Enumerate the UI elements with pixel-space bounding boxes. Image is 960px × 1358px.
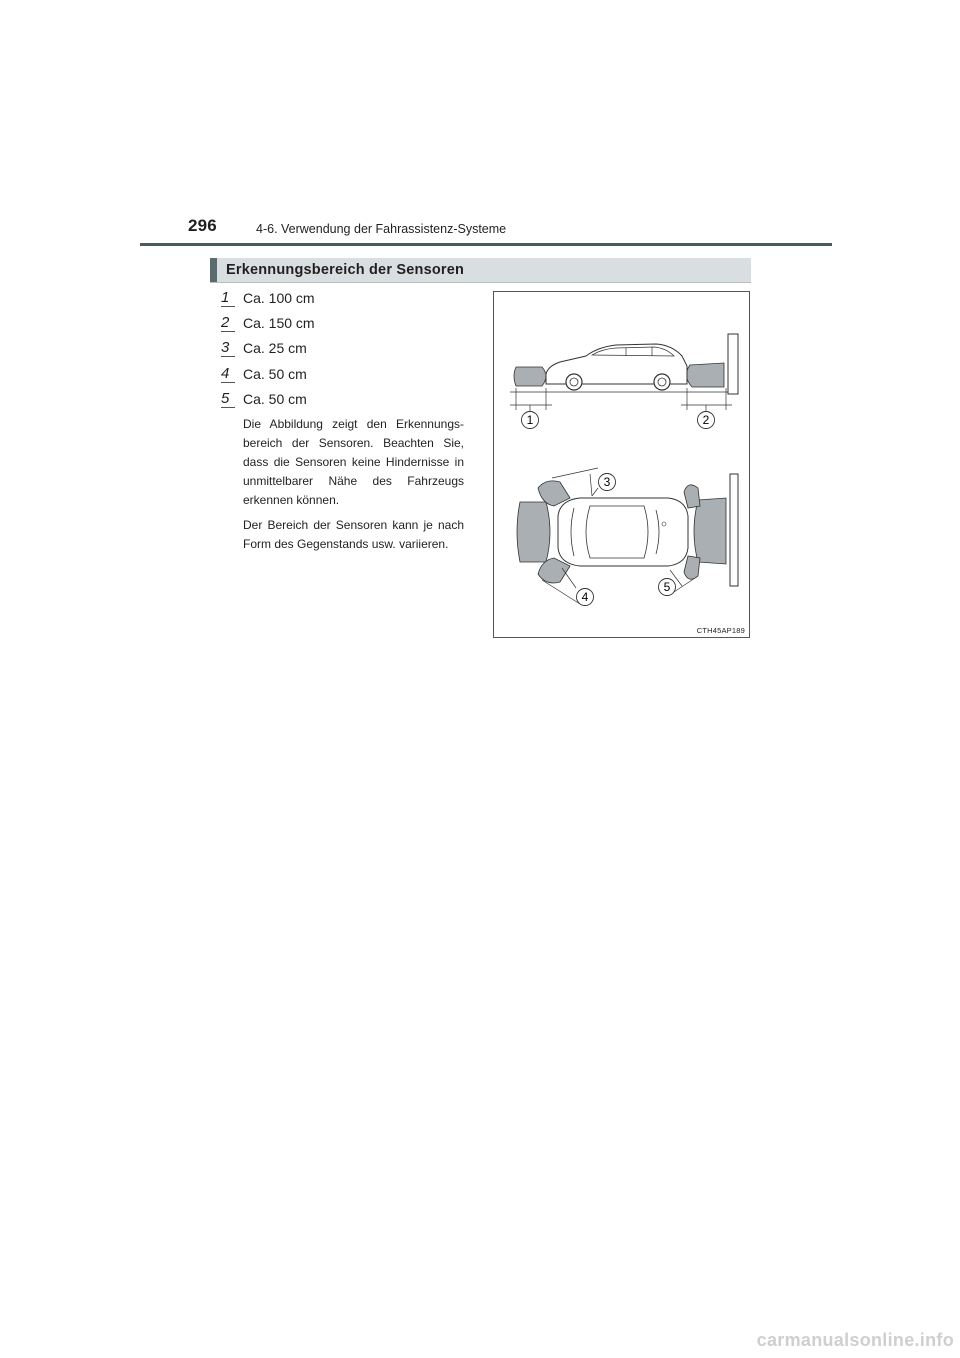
legend-number-underline (221, 356, 235, 357)
rear-left-corner-zone (684, 485, 700, 508)
front-wheel-hub (570, 378, 578, 386)
callout-leader (592, 488, 598, 496)
rear-right-corner-zone (684, 556, 700, 579)
dimension-line (562, 568, 576, 588)
callout-label-3: 3 (603, 475, 611, 489)
chapter-title: 4-6. Verwendung der Fahrassistenz-Systeme (256, 222, 507, 236)
front-center-sensor-zone (517, 502, 550, 562)
legend-number-underline (221, 382, 235, 383)
dimension-line (674, 576, 698, 592)
legend-number: 2 (221, 314, 230, 331)
page-number: 296 (188, 216, 217, 235)
legend-number: 3 (221, 339, 230, 356)
body-paragraph-2: Der Bereich der Sensoren kann je nach Form des Gegenstands usw. variieren. (243, 518, 464, 551)
sensor-diagram (494, 292, 751, 639)
legend-text: Ca. 50 cm (243, 391, 307, 407)
wall-top-view (730, 474, 738, 586)
sensor-range-figure (493, 291, 750, 638)
legend-number: 5 (221, 390, 230, 407)
legend-text: Ca. 50 cm (243, 366, 307, 382)
dimension-line (542, 580, 580, 604)
section-heading-bar (210, 258, 751, 283)
side-view (510, 334, 738, 429)
dimension-line (590, 474, 592, 496)
footer-watermark[interactable]: carmanualsonline.info (756, 1330, 954, 1350)
dimension-line (552, 468, 598, 478)
body-paragraph-1: Die Abbildung zeigt den Erkennungs-bereich der Sensoren. Beachten Sie, dass die Sensoren keine Hindernisse in unmittelbarer Nähe des Fahrzeugs erkennen können. (243, 417, 464, 507)
callout-label-4: 4 (581, 590, 589, 604)
wall-rear (728, 334, 738, 394)
rear-sensor-zone (686, 363, 724, 387)
top-view (517, 468, 738, 606)
legend-number-underline (221, 306, 235, 307)
section-title: Erkennungsbereich der Sensoren (226, 262, 465, 278)
callout-label-2: 2 (702, 413, 710, 427)
header-rule (140, 243, 832, 246)
callout-label-1: 1 (526, 413, 534, 427)
legend-text: Ca. 100 cm (243, 290, 315, 306)
legend-number-underline (221, 407, 235, 408)
legend-text: Ca. 25 cm (243, 340, 307, 356)
legend-number: 4 (221, 365, 230, 382)
figure-code: CTH45AP189 (696, 626, 745, 635)
legend-number-underline (221, 331, 235, 332)
front-sensor-zone (514, 367, 546, 386)
car-roof (586, 506, 648, 558)
legend-number: 1 (221, 289, 230, 306)
rear-wheel-hub (658, 378, 666, 386)
legend-text: Ca. 150 cm (243, 315, 315, 331)
section-accent (210, 258, 217, 282)
rear-center-sensor-zone (694, 498, 726, 564)
callout-label-5: 5 (663, 580, 671, 594)
